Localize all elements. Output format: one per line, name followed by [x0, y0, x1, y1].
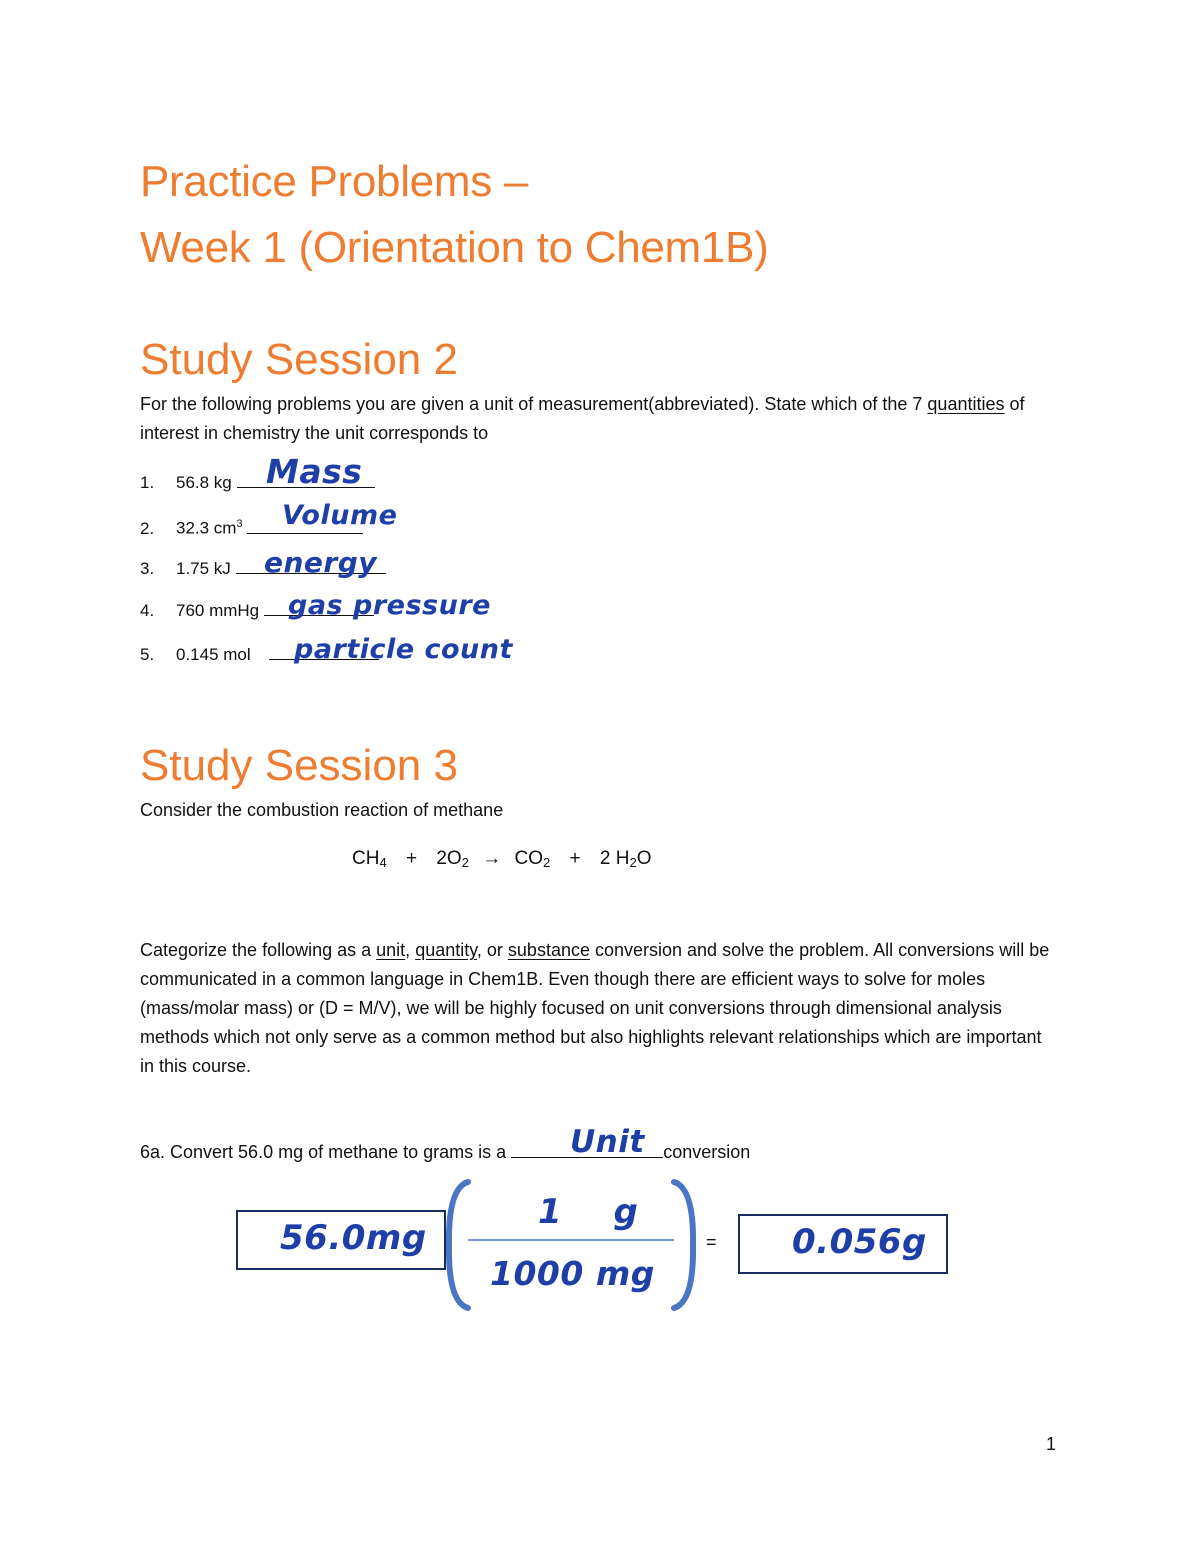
right-paren: [674, 1182, 693, 1308]
equals-sign: =: [706, 1232, 717, 1252]
item-text: 32.3 cm: [176, 518, 237, 538]
para-text: Categorize the following as a: [140, 940, 377, 960]
title-line-2: Week 1 (Orientation to Chem1B): [140, 223, 769, 272]
eq-plus: +: [569, 848, 581, 869]
eq-sub: 2: [543, 855, 551, 870]
eq-plus: +: [405, 848, 418, 869]
para-text: ,: [405, 940, 416, 960]
item-number: 4.: [140, 601, 155, 620]
intro-underlined: quantities: [927, 394, 1005, 414]
eq-product-2: 2 H: [599, 848, 630, 869]
item-text: 1.75 kJ: [176, 559, 231, 578]
handwritten-answer-3: energy: [264, 546, 378, 579]
intro-text-b: of interest in chemistry the unit corresponds to: [140, 394, 1025, 443]
session3-paragraph: [140, 936, 1060, 1081]
handwritten-answer-2: Volume: [282, 500, 398, 531]
combustion-equation: [352, 848, 652, 870]
para-text: conversion and solve the problem. All conversions will be communicated in a common language in Chem1B. Even though there are efficient ways to solve for moles (mass/molar mass) or (D = M/V), we will be highly focused on unit conversions through dimensional analysis methods which not only serve as a common method but also highlights relevant relationships which are important in this course.: [140, 940, 1050, 1076]
eq-product-2-tail: O: [636, 848, 652, 869]
session2-intro: [140, 390, 1060, 448]
para-text: , or: [476, 940, 508, 960]
eq-reactant-1: CH: [352, 848, 380, 869]
handwritten-answer-6a: Unit: [570, 1124, 645, 1160]
handwritten-denominator: 1000 mg: [490, 1254, 655, 1293]
item-number: 1.: [140, 473, 155, 492]
underlined-substance: substance: [507, 940, 590, 960]
handwritten-given: 56.0mg: [280, 1218, 427, 1258]
eq-sub: 4: [379, 855, 387, 870]
page-number: 1: [1046, 1434, 1057, 1454]
eq-product-1: CO: [514, 848, 544, 869]
underlined-unit: unit: [376, 940, 406, 960]
handwritten-result: 0.056g: [792, 1222, 927, 1262]
item-text: 0.145 mol: [176, 645, 251, 664]
q6a-suffix: conversion: [663, 1142, 751, 1162]
session3-intro: Consider the combustion reaction of methane: [140, 800, 504, 820]
intro-text-a: For the following problems you are given a unit of measurement(abbreviated). State which of the 7: [140, 394, 928, 414]
handwritten-answer-4: gas pressure: [288, 590, 491, 621]
item-text: 760 mmHg: [176, 601, 260, 620]
underlined-quantity: quantity: [415, 940, 477, 960]
item-text: 56.8 kg: [176, 473, 232, 492]
eq-reactant-2: 2O: [436, 848, 462, 869]
question-6a: [140, 1140, 750, 1164]
q6a-prefix: 6a. Convert 56.0 mg of methane to grams is a: [140, 1142, 512, 1162]
eq-sub: 2: [461, 855, 469, 870]
eq-arrow: →: [482, 848, 502, 869]
item-number: 2.: [140, 518, 155, 538]
title-line-1: Practice Problems –: [140, 157, 529, 206]
session2-heading: Study Session 2: [140, 335, 458, 384]
item-number: 5.: [140, 645, 155, 664]
handwritten-answer-5: particle count: [294, 634, 513, 665]
left-paren: [449, 1182, 468, 1308]
handwritten-answer-1: Mass: [266, 452, 363, 491]
item-superscript: 3: [236, 518, 243, 530]
session3-heading: Study Session 3: [140, 741, 458, 790]
eq-sub: 2: [629, 855, 637, 870]
item-number: 3.: [140, 559, 155, 578]
handwritten-numerator: 1 g: [538, 1192, 658, 1232]
